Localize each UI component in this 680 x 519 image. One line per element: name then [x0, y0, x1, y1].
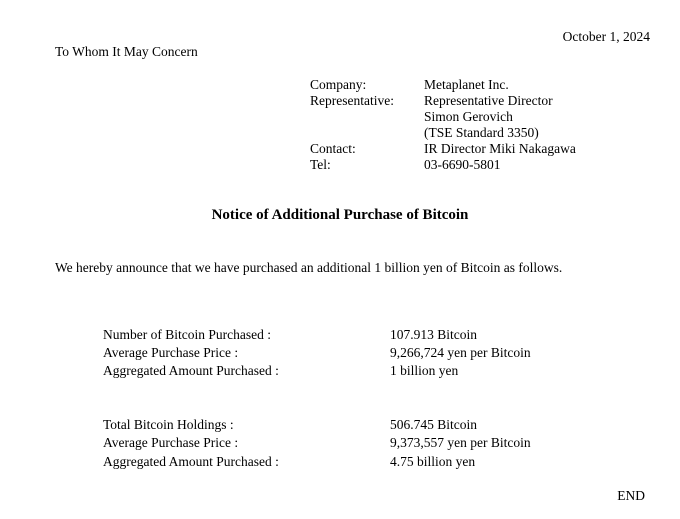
- representative-ticker: (TSE Standard 3350): [424, 125, 539, 140]
- company-label: Company:: [310, 77, 367, 92]
- holdings-row-value: 4.75 billion yen: [390, 454, 476, 469]
- document-date: October 1, 2024: [562, 29, 650, 44]
- holdings-row-value: 9,373,557 yen per Bitcoin: [390, 435, 531, 450]
- purchase-row-label: Average Purchase Price :: [103, 345, 239, 360]
- purchase-row-value: 1 billion yen: [390, 363, 459, 378]
- holdings-row-label: Total Bitcoin Holdings :: [103, 417, 234, 432]
- end-marker: END: [617, 488, 645, 503]
- contact-label: Contact:: [310, 141, 356, 156]
- holdings-row-value: 506.745 Bitcoin: [390, 417, 477, 432]
- purchase-row-label: Number of Bitcoin Purchased :: [103, 327, 271, 342]
- tel-label: Tel:: [310, 157, 331, 172]
- purchase-row-value: 107.913 Bitcoin: [390, 327, 477, 342]
- purchase-row-value: 9,266,724 yen per Bitcoin: [390, 345, 531, 360]
- announcement-paragraph: We hereby announce that we have purchased an additional 1 billion yen of Bitcoin as follows.: [55, 260, 563, 275]
- holdings-row-label: Aggregated Amount Purchased :: [103, 454, 279, 469]
- company-value: Metaplanet Inc.: [424, 77, 509, 92]
- notice-title: Notice of Additional Purchase of Bitcoin: [211, 207, 469, 223]
- representative-title: Representative Director: [424, 93, 553, 108]
- greeting: To Whom It May Concern: [55, 44, 198, 59]
- contact-value: IR Director Miki Nakagawa: [424, 141, 576, 156]
- holdings-row-label: Average Purchase Price :: [103, 435, 239, 450]
- tel-value: 03-6690-5801: [424, 157, 501, 172]
- representative-label: Representative:: [310, 93, 394, 108]
- purchase-row-label: Aggregated Amount Purchased :: [103, 363, 279, 378]
- representative-name: Simon Gerovich: [424, 109, 513, 124]
